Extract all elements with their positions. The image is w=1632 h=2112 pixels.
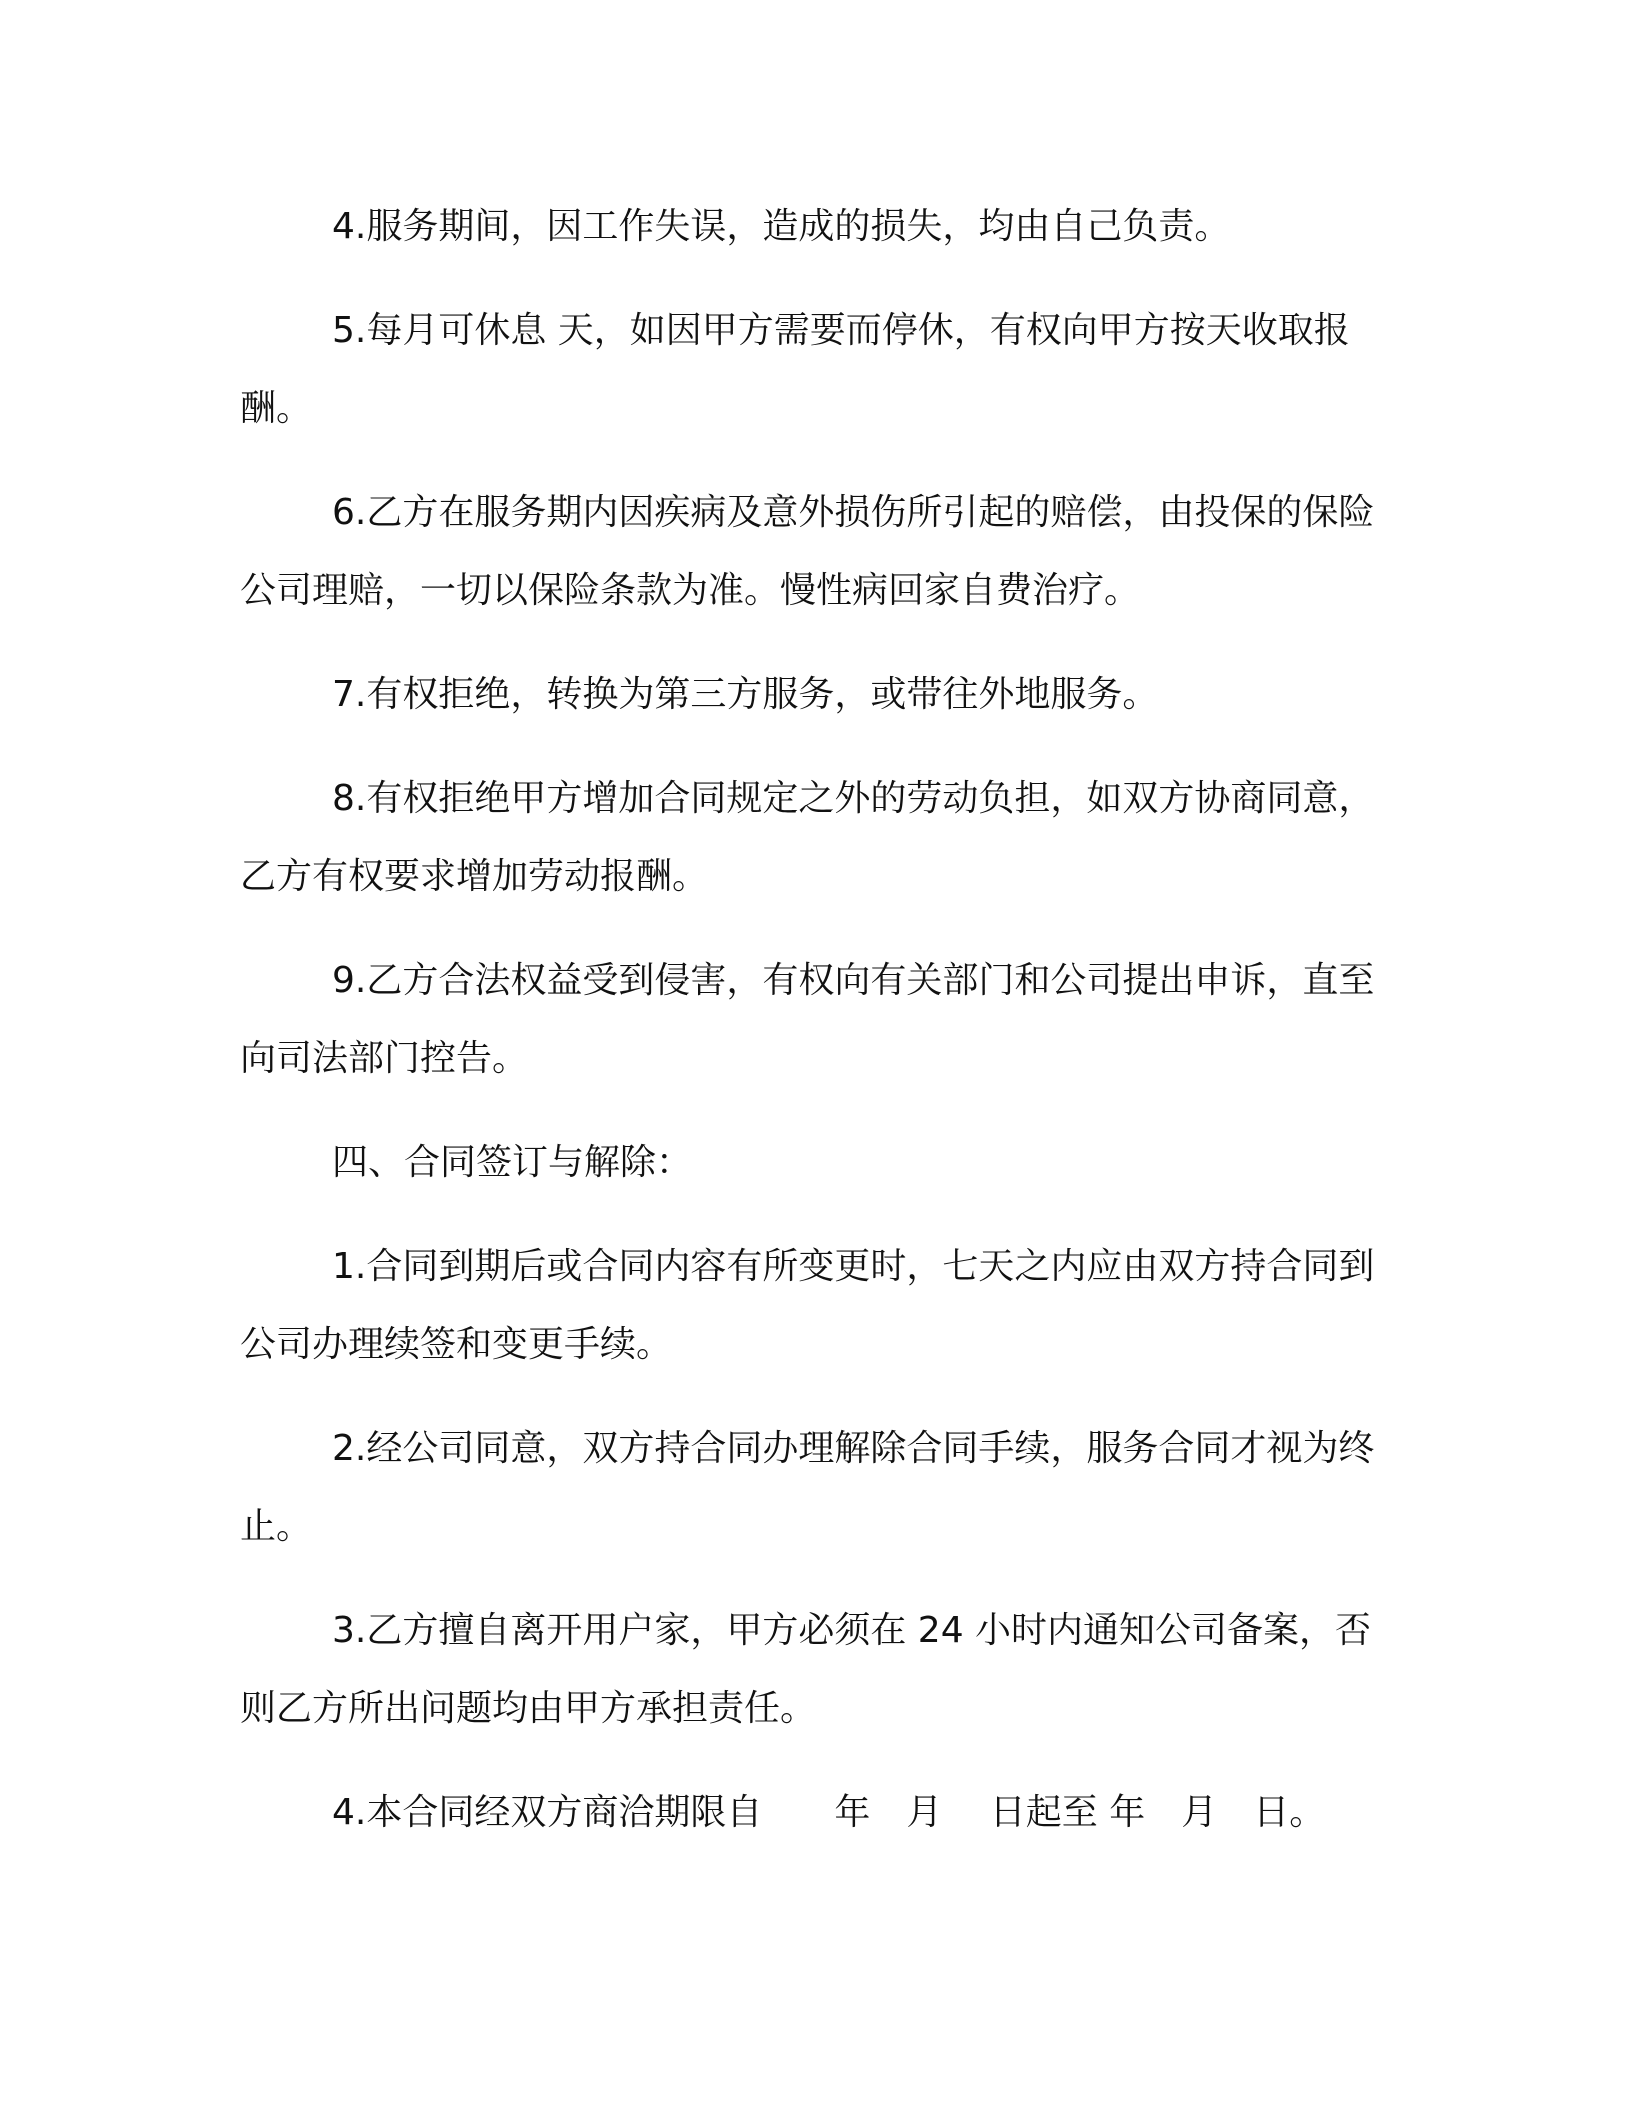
- clause-renewal: 1.合同到期后或合同内容有所变更时，七天之内应由双方持合同到公司办理续签和变更手续。: [240, 1246, 1375, 1365]
- clause-insurance-compensation: 6.乙方在服务期内因疾病及意外损伤所引起的赔偿，由投保的保险公司理赔，一切以保险条款为准。慢性病回家自费治疗。: [240, 492, 1375, 611]
- clause-service-loss: 4.服务期间，因工作失误，造成的损失，均由自己负责。: [332, 206, 1231, 247]
- clause-termination: 2.经公司同意，双方持合同办理解除合同手续，服务合同才视为终止。: [240, 1428, 1375, 1547]
- clause-extra-labor: 8.有权拒绝甲方增加合同规定之外的劳动负担，如双方协商同意，乙方有权要求增加劳动报酬。: [240, 778, 1375, 897]
- document-body: [240, 188, 1388, 1852]
- clause-unauthorized-leave: 3.乙方擅自离开用户家，甲方必须在 24 小时内通知公司备案，否则乙方所出问题均由甲方承担责任。: [240, 1610, 1372, 1729]
- clause-refuse-transfer: 7.有权拒绝，转换为第三方服务，或带往外地服务。: [332, 674, 1159, 715]
- clause-contract-term: 4.本合同经双方商洽期限自 年 月 日起至 年 月 日。: [332, 1792, 1326, 1833]
- section-heading-contract-signing: 四、合同签订与解除：: [332, 1142, 693, 1183]
- clause-legal-rights: 9.乙方合法权益受到侵害，有权向有关部门和公司提出申诉，直至向司法部门控告。: [240, 960, 1375, 1079]
- clause-monthly-rest: 5.每月可休息 天，如因甲方需要而停休，有权向甲方按天收取报酬。: [240, 310, 1350, 429]
